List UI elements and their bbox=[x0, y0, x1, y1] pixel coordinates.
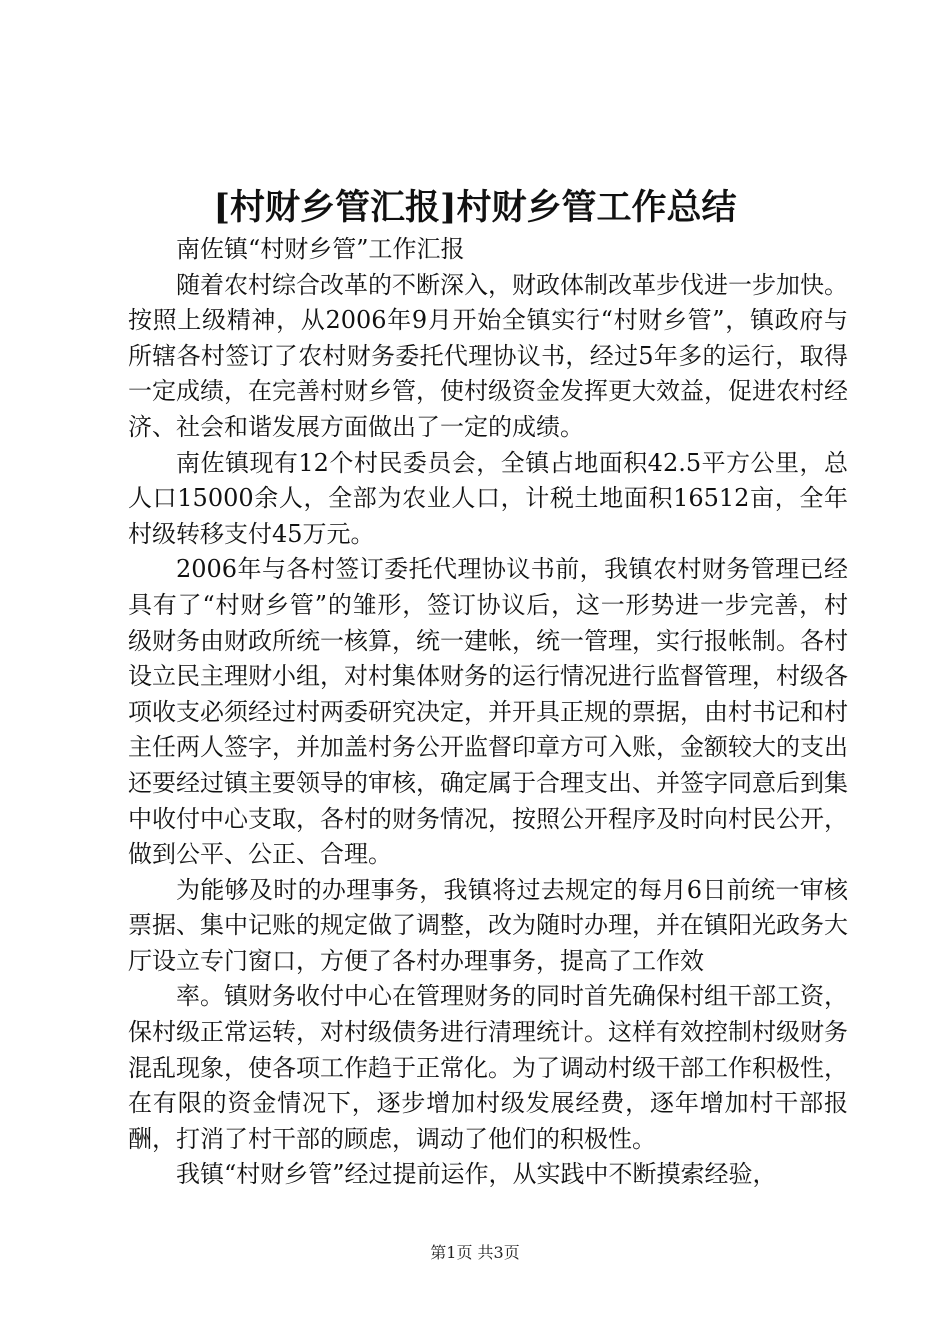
document-body bbox=[128, 232, 848, 1193]
paragraph-subtitle: 南佐镇“村财乡管”工作汇报 bbox=[176, 235, 465, 263]
paragraph: 为能够及时的办理事务，我镇将过去规定的每月6日前统一审核票据、集中记账的规定做了调整，改为随时办理，并在镇阳光政务大厅设立专门窗口，方便了各村办理事务，提高了工作效 bbox=[128, 875, 848, 975]
paragraph: 南佐镇现有12个村民委员会，全镇占地面积42.5平方公里，总人口15000余人，全部为农业人口，计税土地面积16512亩，全年村级转移支付45万元。 bbox=[128, 448, 848, 548]
document-title: [村财乡管汇报]村财乡管工作总结 bbox=[213, 187, 737, 228]
paragraph: 率。镇财务收付中心在管理财务的同时首先确保村组干部工资，保村级正常运转，对村级债务进行清理统计。这样有效控制村级财务混乱现象，使各项工作趋于正常化。为了调动村级干部工作积极性，在有限的资金情况下，逐步增加村级发展经费，逐年增加村干部报酬，打消了村干部的顾虑，调动了他们的积极性。 bbox=[128, 982, 848, 1153]
paragraph: 我镇“村财乡管”经过提前运作，从实践中不断摸索经验， bbox=[176, 1160, 777, 1189]
paragraph: 随着农村综合改革的不断深入，财政体制改革步伐进一步加快。按照上级精神，从2006年9月开始全镇实行“村财乡管”，镇政府与所辖各村签订了农村财务委托代理协议书，经过5年多的运行，取得一定成绩，在完善村财乡管，使村级资金发挥更大效益，促进农村经济、社会和谐发展方面做出了一定的成绩。 bbox=[128, 270, 848, 441]
page-footer: 第1页 共3页 bbox=[430, 1243, 520, 1262]
paragraph: 2006年与各村签订委托代理协议书前，我镇农村财务管理已经具有了“村财乡管”的雏形，签订协议后，这一形势进一步完善，村级财务由财政所统一核算，统一建帐，统一管理，实行报帐制。各村设立民主理财小组，对村集体财务的运行情况进行监督管理，村级各项收支必须经过村两委研究决定，并开具正规的票据，由村书记和村主任两人签字，并加盖村务公开监督印章方可入账，金额较大的支出还要经过镇主要领导的审核，确定属于合理支出、并签字同意后到集中收付中心支取，各村的财务情况，按照公开程序及时向村民公开，做到公平、公正、合理。 bbox=[128, 555, 848, 869]
